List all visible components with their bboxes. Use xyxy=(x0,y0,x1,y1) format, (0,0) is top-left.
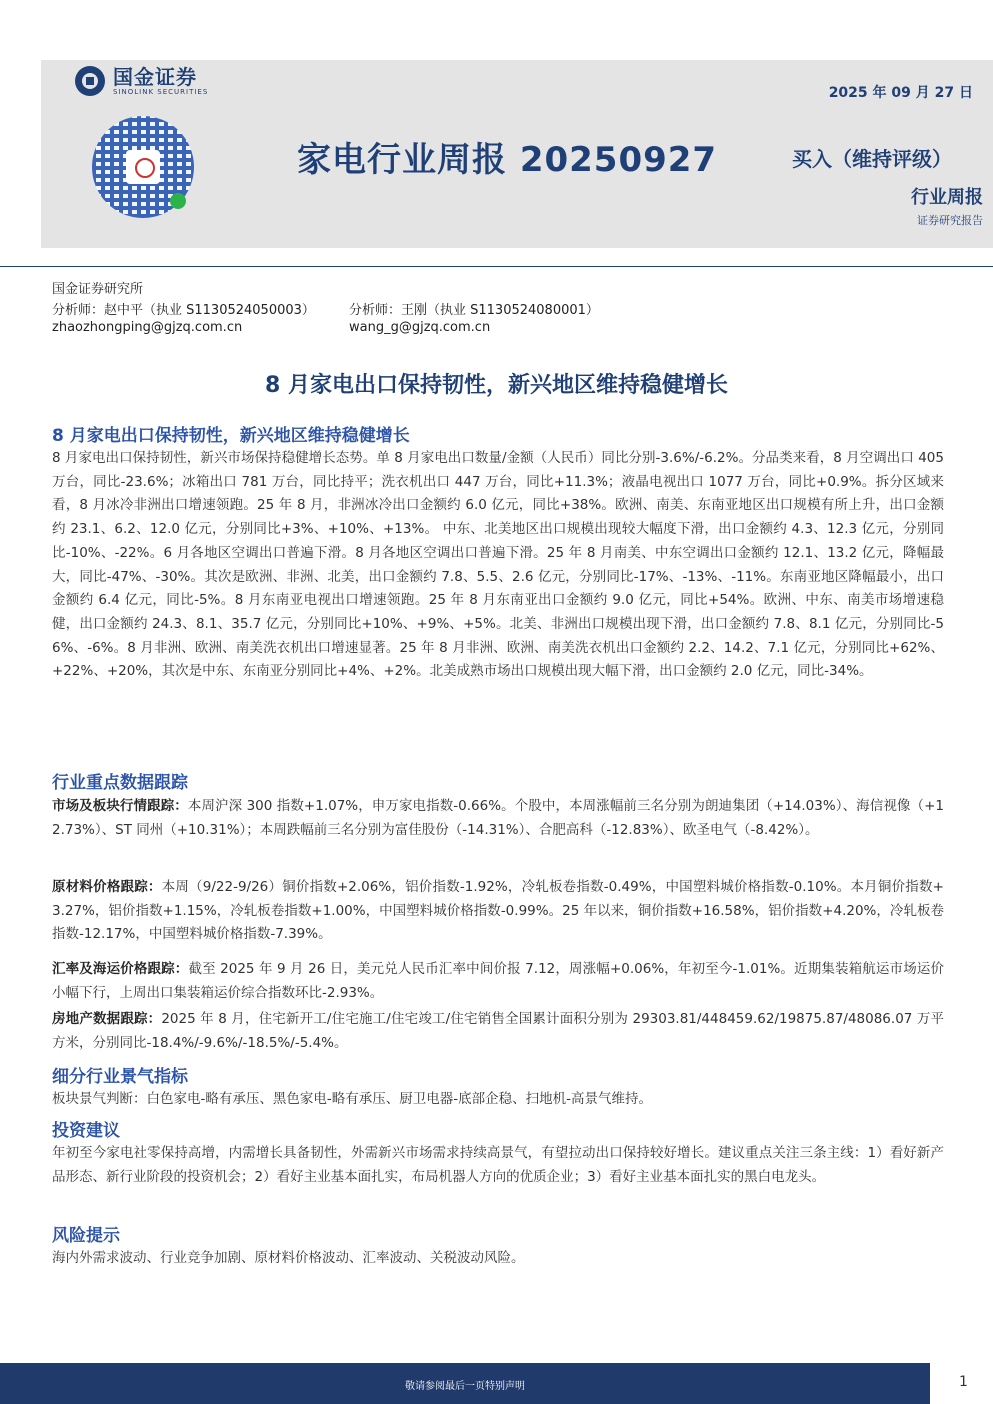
real-estate-label: 房地产数据跟踪： xyxy=(52,1011,162,1027)
risk-paragraph: 海内外需求波动、行业竞争加剧、原材料价格波动、汇率波动、关税波动风险。 xyxy=(52,1250,525,1266)
raw-material-paragraph xyxy=(52,876,944,947)
logo-text-cn: 国金证券 xyxy=(113,65,197,89)
section-title-export: 8 月家电出口保持韧性，新兴地区维持稳健增长 xyxy=(52,426,410,446)
report-title: 家电行业周报 20250927 xyxy=(297,140,718,180)
qr-center-logo xyxy=(126,150,160,184)
real-estate-paragraph xyxy=(52,1008,944,1055)
section-title-risk: 风险提示 xyxy=(52,1226,120,1246)
market-tracking-paragraph xyxy=(52,795,944,842)
page-number: 1 xyxy=(959,1374,968,1390)
real-estate-text: 2025 年 8 月，住宅新开工/住宅施工/住宅竣工/住宅销售全国累计面积分别为 29303.81/448459.62/19875.87/48086.07 万平方米，分别同比-18.4%/-9.6%/-18.5%/-5.4%。 xyxy=(52,1011,944,1051)
fx-shipping-paragraph xyxy=(52,958,944,1005)
investment-paragraph: 年初至今家电社零保持高增，内需增长具备韧性，外需新兴市场需求持续高景气，有望拉动出口保持较好增长。建议重点关注三条主线：1）看好新产品形态、新行业阶段的投资机会；2）看好主业基本面扎实，布局机器人方向的优质企业；3）看好主业基本面扎实的黑白电龙头。 xyxy=(52,1145,944,1185)
logo-text-en: SINOLINK SECURITIES xyxy=(113,88,209,96)
raw-material-label: 原材料价格跟踪： xyxy=(52,879,162,895)
analyst-2-email[interactable]: wang_g@gjzq.com.cn xyxy=(349,320,491,335)
fx-shipping-label: 汇率及海运价格跟踪： xyxy=(52,961,189,977)
section-title-data-tracking: 行业重点数据跟踪 xyxy=(52,773,188,793)
report-subtype: 证券研究报告 xyxy=(917,214,983,227)
footer-disclaimer-link[interactable]: 敬请参阅最后一页特别声明 xyxy=(405,1381,525,1392)
section-title-sentiment: 细分行业景气指标 xyxy=(52,1067,188,1087)
section-title-investment: 投资建议 xyxy=(52,1121,120,1141)
rating-label: 买入（维持评级） xyxy=(792,147,952,171)
report-type: 行业周报 xyxy=(911,187,983,208)
brand-logo xyxy=(75,66,208,96)
market-tracking-label: 市场及板块行情跟踪： xyxy=(52,798,188,814)
market-tracking-text: 本周沪深 300 指数+1.07%，申万家电指数-0.66%。个股中，本周涨幅前三名分别为朗迪集团（+14.03%）、海信视像（+12.73%）、ST 同州（+10.31%）；本周跌幅前三名分别为富佳股份（-14.31%）、合肥高科（-12.83%）、欧圣电气（-8.42%）。 xyxy=(52,798,945,838)
sentiment-paragraph: 板块景气判断：白色家电-略有承压、黑色家电-略有承压、厨卫电器-底部企稳、扫地机-高景气维持。 xyxy=(52,1091,652,1107)
header-divider xyxy=(0,266,993,267)
analyst-2: 分析师：王刚（执业 S1130524080001） xyxy=(349,303,599,318)
analyst-1-email[interactable]: zhaozhongping@gjzq.com.cn xyxy=(52,320,243,335)
report-date: 2025 年 09 月 27 日 xyxy=(828,85,973,101)
export-summary-paragraph: 8 月家电出口保持韧性，新兴市场保持稳健增长态势。单 8 月家电出口数量/金额（人民币）同比分别-3.6%/-6.2%。分品类来看，8 月空调出口 405 万台，同比-23.6%；冰箱出口 781 万台，同比持平；洗衣机出口 447 万台，同比+11.3%；液晶电视出口 1077 万台，同比+0.9%。拆分区域来看，8 月冰冷非洲出口增速领跑。25 年 8 月，非洲冰冷出口金额约 6.0 亿元，同比+38%。欧洲、南美、东南亚地区出口规模有所上升，出口金额约 23.1、6.2、12.0 亿元，分别同比+3%、+10%、+13%。 中东、北美地区出口规模出现较大幅度下滑，出口金额约 4.3、12.3 亿元，分别同比-10%、-22%。6 月各地区空调出口普遍下滑。8 月各地区空调出口普遍下滑。25 年 8 月南美、中东空调出口金额约 12.1、13.2 亿元，降幅最大，同比-47%、-30%。其次是欧洲、非洲、北美，出口金额约 7.8、5.5、2.6 亿元，分别同比-17%、-13%、-11%。东南亚地区降幅最小，出口金额约 6.4 亿元，同比-5%。8 月东南亚电视出口增速领跑。25 年 8 月东南亚出口金额约 9.0 亿元，同比+54%。欧洲、中东、南美市场增速稳健，出口金额约 24.3、8.1、35.7 亿元，分别同比+10%、+9%、+5%。北美、非洲出口规模出现下滑，出口金额约 7.8、8.1 亿元，分别同比-56%、-6%。8 月非洲、欧洲、南美洗衣机出口增速显著。25 年 8 月非洲、欧洲、南美洗衣机出口金额约 2.2、14.2、7.1 亿元，分别同比+62%、+22%、+20%，其次是中东、东南亚分别同比+4%、+2%。北美成熟市场出口规模出现大幅下滑，出口金额约 2.0 亿元，同比-34%。 xyxy=(52,450,944,680)
raw-material-text: 本周（9/22-9/26）铜价指数+2.06%，铝价指数-1.92%，冷轧板卷指数-0.49%，中国塑料城价格指数-0.10%。本月铜价指数+3.27%，铝价指数+1.15%，冷轧板卷指数+1.00%，中国塑料城价格指数-0.99%。25 年以来，铜价指数+16.58%，铝价指数+4.20%，冷轧板卷指数-12.17%，中国塑料城价格指数-7.39%。 xyxy=(52,879,944,943)
headline: 8 月家电出口保持韧性，新兴地区维持稳健增长 xyxy=(265,373,728,398)
logo-icon xyxy=(75,66,105,96)
institute-name: 国金证券研究所 xyxy=(52,282,144,297)
fx-shipping-text: 截至 2025 年 9 月 26 日，美元兑人民币汇率中间价报 7.12，周涨幅+0.06%，年初至今-1.01%。近期集装箱航运市场运价小幅下行，上周出口集装箱运价综合指数环比-2.93%。 xyxy=(52,961,944,1001)
wechat-badge-icon xyxy=(170,193,186,209)
analyst-1: 分析师：赵中平（执业 S1130524050003） xyxy=(52,303,315,318)
